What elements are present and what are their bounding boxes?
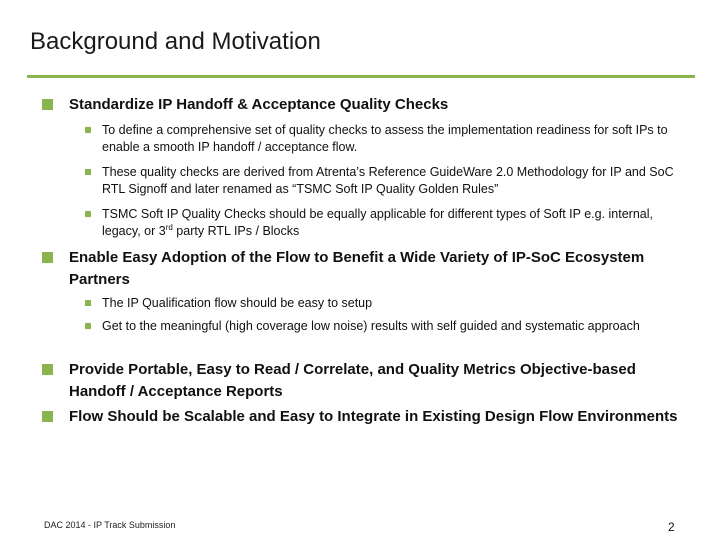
title-divider [27,75,695,78]
sub-bullet-text: To define a comprehensive set of quality checks to assess the implementation readiness for soft IPs to enable a smooth IP handoff / acceptance flow. [102,123,668,154]
square-bullet-icon [42,99,53,110]
sub-bullet-text: The IP Qualification flow should be easy to setup [102,296,373,310]
footer-text: DAC 2014 - IP Track Submission [44,520,176,530]
bullet-item [0,406,689,428]
sub-bullet-text-a: TSMC Soft IP Quality Checks should be equally applicable for different types of Soft IP e.g. internal, legacy, or 3 [102,207,653,238]
square-bullet-icon [42,364,53,375]
square-bullet-icon [85,169,91,175]
bullet-section-3 [0,359,720,403]
sub-bullet-1-2 [0,164,720,198]
sub-bullet-item [0,295,682,312]
bullet-item [0,359,689,403]
sub-bullet-2-2 [0,318,720,335]
sub-bullet-2-1 [0,295,720,312]
bullet-text: Enable Easy Adoption of the Flow to Benefit a Wide Variety of IP-SoC Ecosystem Partners [69,249,645,288]
page-number: 2 [668,520,675,534]
square-bullet-icon [85,300,91,306]
bullet-text: Flow Should be Scalable and Easy to Integrate in Existing Design Flow Environments [69,408,678,425]
bullet-section-4 [0,406,720,428]
sub-bullet-item [0,318,682,335]
square-bullet-icon [85,127,91,133]
sub-bullet-text-b: party RTL IPs / Blocks [172,224,300,238]
bullet-section-2 [0,247,720,291]
square-bullet-icon [85,211,91,217]
sub-bullet-text: Get to the meaningful (high coverage low noise) results with self guided and systematic approach [102,319,640,333]
bullet-text: Provide Portable, Easy to Read / Correlate, and Quality Metrics Objective-based Handoff / Acceptance Reports [69,361,636,400]
bullet-item [0,94,689,116]
slide-title: Background and Motivation [30,28,321,55]
ordinal-superscript: rd [165,222,173,232]
sub-bullet-item [0,206,682,240]
square-bullet-icon [85,323,91,329]
square-bullet-icon [42,411,53,422]
bullet-item [0,247,689,291]
sub-bullet-text: These quality checks are derived from Atrenta’s Reference GuideWare 2.0 Methodology for IP and SoC RTL Signoff and later renamed as “TSMC Soft IP Quality Golden Rules” [102,165,674,196]
sub-bullet-item [0,122,682,156]
bullet-text: Standardize IP Handoff & Acceptance Quality Checks [69,96,449,113]
bullet-section-1 [0,94,720,116]
sub-bullet-1-1 [0,122,720,156]
sub-bullet-item [0,164,682,198]
sub-bullet-1-3 [0,206,720,240]
square-bullet-icon [42,252,53,263]
